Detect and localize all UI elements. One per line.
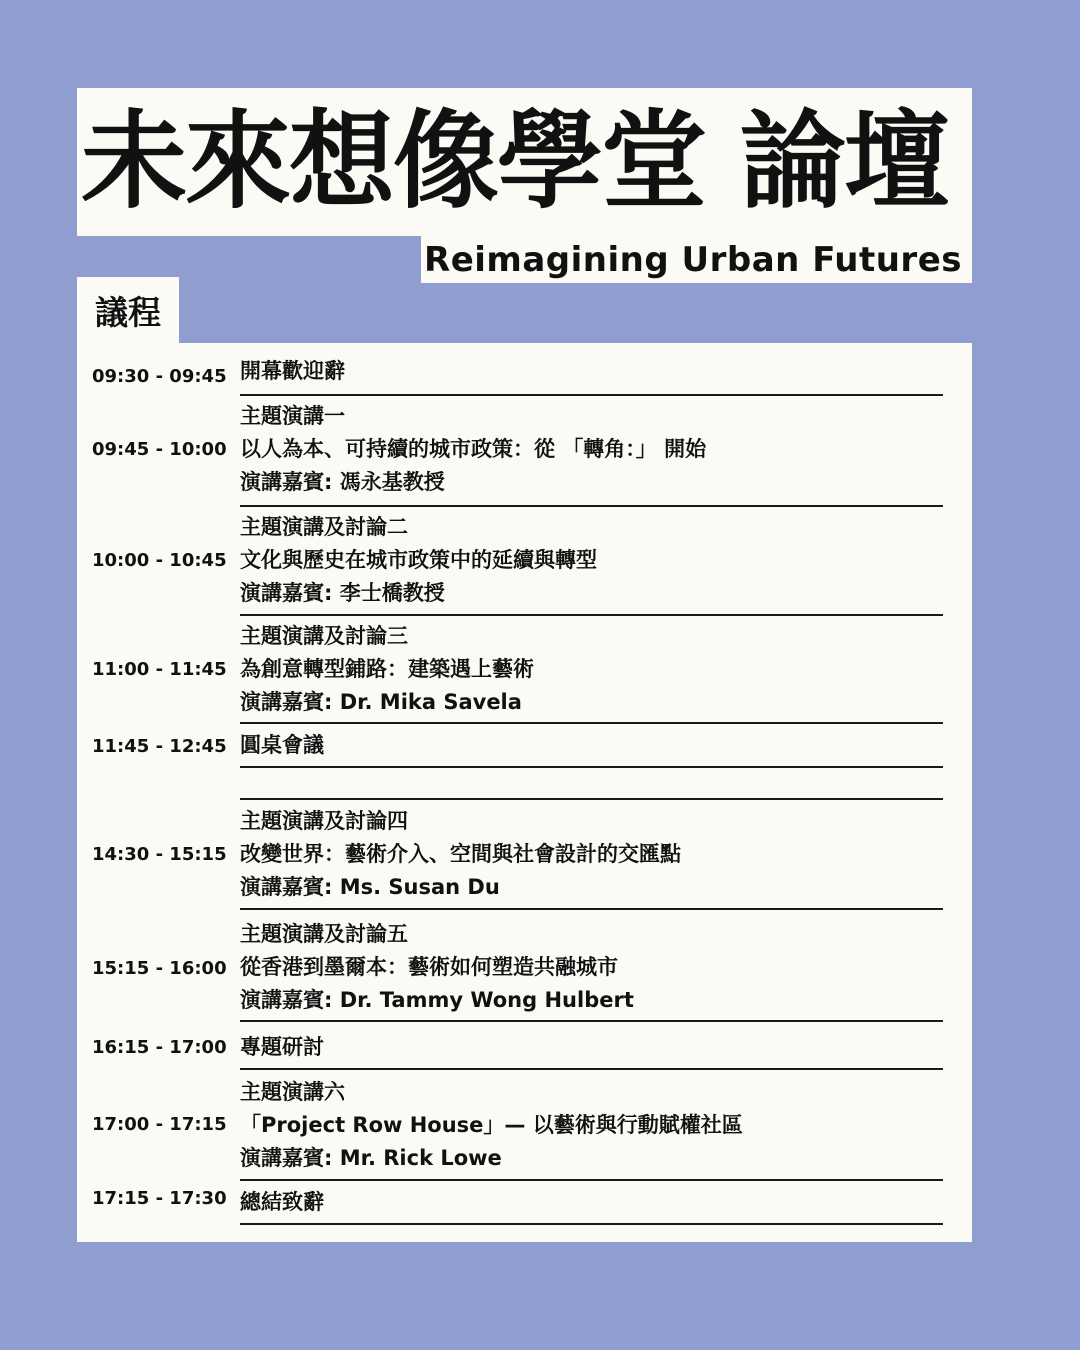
title-banner: [77, 88, 972, 236]
divider: [240, 798, 943, 800]
agenda-title: 圓桌會議: [240, 733, 324, 757]
agenda-speaker: 演講嘉賓: 馮永基教授: [240, 470, 445, 494]
agenda-topic: 從香港到墨爾本：藝術如何塑造共融城市: [240, 955, 618, 979]
agenda-content: [240, 620, 943, 719]
divider: [240, 614, 943, 616]
agenda-content: [240, 511, 943, 610]
subtitle-banner: [421, 236, 972, 283]
agenda-topic: 「Project Row House」— 以藝術與行動賦權社區: [240, 1113, 743, 1137]
agenda-time: 17:15 - 17:30: [92, 1188, 227, 1209]
agenda-title: 主題演講六: [240, 1080, 345, 1104]
agenda-content: [240, 355, 943, 388]
agenda-title: 主題演講及討論三: [240, 624, 408, 648]
agenda-speaker: 演講嘉賓: Ms. Susan Du: [240, 875, 500, 899]
agenda-content: [240, 1076, 943, 1175]
divider: [240, 908, 943, 910]
agenda-label: 議程: [95, 293, 161, 332]
agenda-content: [240, 918, 943, 1017]
divider: [240, 722, 943, 724]
agenda-title: 開幕歡迎辭: [240, 359, 345, 383]
agenda-time: 11:45 - 12:45: [92, 736, 227, 757]
agenda-time: 10:00 - 10:45: [92, 550, 227, 571]
agenda-content: [240, 1186, 943, 1219]
page-title: 未來想像學堂 論壇: [81, 100, 948, 223]
divider: [240, 394, 943, 396]
agenda-time: 17:00 - 17:15: [92, 1114, 227, 1135]
agenda-time: 11:00 - 11:45: [92, 659, 227, 680]
agenda-speaker: 演講嘉賓: Dr. Mika Savela: [240, 690, 522, 714]
agenda-title: 主題演講及討論四: [240, 809, 408, 833]
divider: [240, 766, 943, 768]
agenda-time: 14:30 - 15:15: [92, 844, 227, 865]
agenda-time: 15:15 - 16:00: [92, 958, 227, 979]
agenda-content: [240, 1031, 943, 1064]
agenda-topic: 文化與歷史在城市政策中的延續與轉型: [240, 548, 597, 572]
page-subtitle: Reimagining Urban Futures: [424, 239, 962, 280]
agenda-title: 專題研討: [240, 1035, 324, 1059]
agenda-time: 09:45 - 10:00: [92, 439, 227, 460]
divider: [240, 505, 943, 507]
agenda-tab: [77, 277, 179, 344]
agenda-content: [240, 400, 943, 499]
divider: [240, 1020, 943, 1022]
agenda-topic: 為創意轉型鋪路：建築遇上藝術: [240, 657, 534, 681]
agenda-time: 16:15 - 17:00: [92, 1037, 227, 1058]
divider: [240, 1223, 943, 1225]
divider: [240, 1179, 943, 1181]
agenda-topic: 改變世界：藝術介入、空間與社會設計的交匯點: [240, 842, 681, 866]
agenda-speaker: 演講嘉賓: Dr. Tammy Wong Hulbert: [240, 988, 634, 1012]
agenda-content: [240, 805, 943, 904]
agenda-time: 09:30 - 09:45: [92, 366, 227, 387]
agenda-panel: [77, 343, 972, 1242]
agenda-content: [240, 729, 943, 762]
agenda-title: 主題演講及討論五: [240, 922, 408, 946]
agenda-title: 主題演講及討論二: [240, 515, 408, 539]
agenda-title: 主題演講一: [240, 404, 345, 428]
agenda-topic: 以人為本、可持續的城市政策：從 「轉角：」 開始: [240, 437, 707, 461]
agenda-speaker: 演講嘉賓: 李士橋教授: [240, 581, 445, 605]
divider: [240, 1068, 943, 1070]
agenda-title: 總結致辭: [240, 1190, 324, 1214]
agenda-speaker: 演講嘉賓: Mr. Rick Lowe: [240, 1146, 502, 1170]
